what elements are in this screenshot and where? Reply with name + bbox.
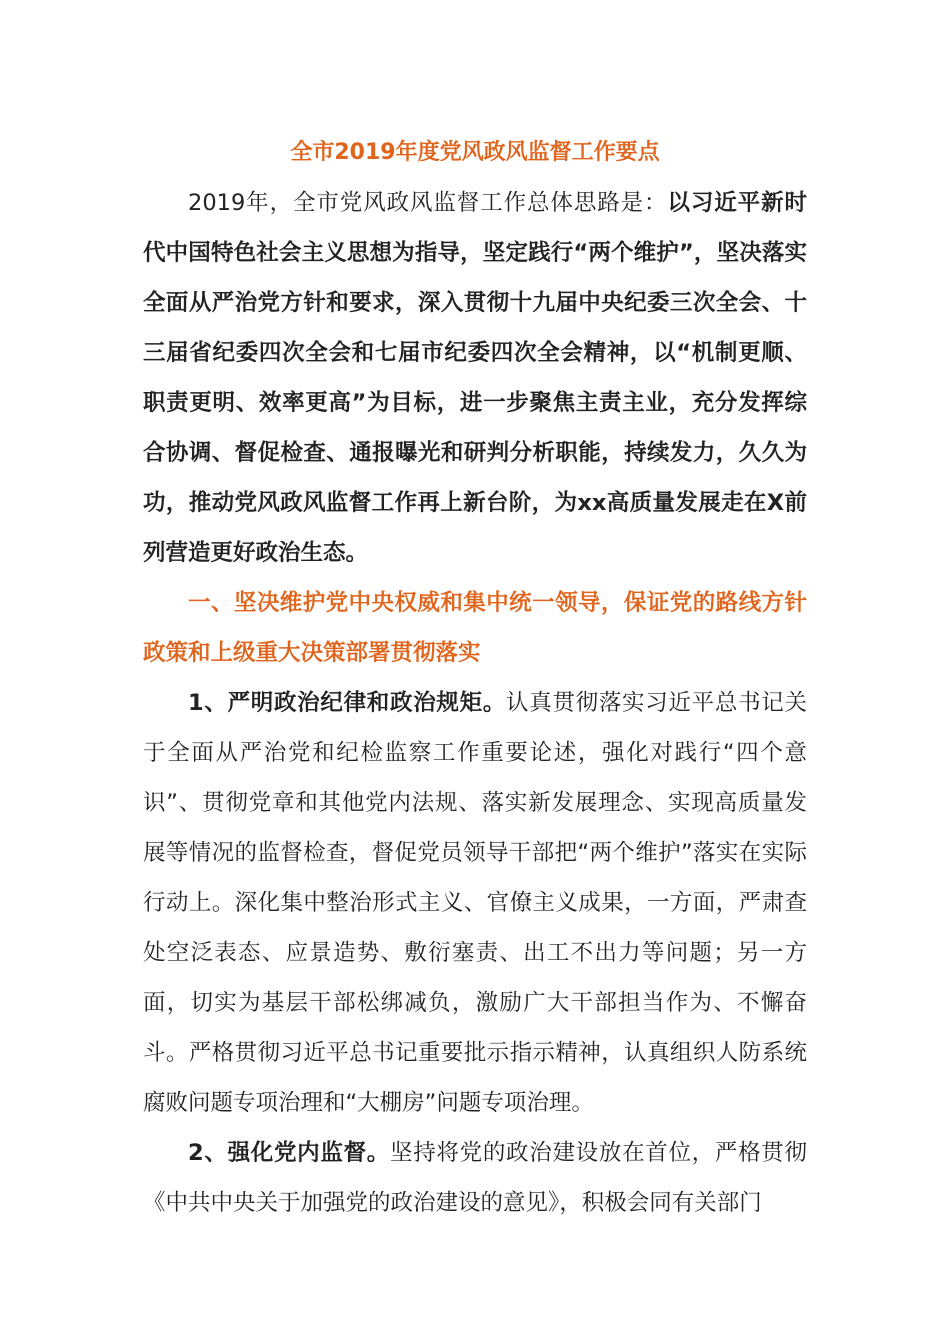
intro-paragraph: [143, 178, 807, 578]
item-lead: 2、强化党内监督。: [188, 1140, 391, 1166]
item-paragraph: [143, 1128, 807, 1228]
item-body: 认真贯彻落实习近平总书记关于全面从严治党和纪检监察工作重要论述，强化对践行“四个意识”、贯彻党章和其他党内法规、落实新发展理念、实现高质量发展等情况的监督检查，督促党员领导干部把“两个维护”落实在实际行动上。深化集中整治形式主义、官僚主义成果，一方面，严肃查处空泛表态、应景造势、敷衍塞责、出工不出力等问题；另一方面，切实为基层干部松绑减负，激励广大干部担当作为、不懈奋斗。严格贯彻习近平总书记重要批示指示精神，认真组织人防系统腐败问题专项治理和“大棚房”问题专项治理。: [143, 690, 807, 1116]
intro-text: 2019年，全市党风政风监督工作总体思路是：: [188, 190, 668, 216]
item-paragraph: [143, 678, 807, 1128]
section-heading: 一、坚决维护党中央权威和集中统一领导，保证党的路线方针政策和上级重大决策部署贯彻落实: [143, 590, 807, 666]
item-lead: 1、严明政治纪律和政治规矩。: [188, 690, 507, 716]
intro-bold-text: 以习近平新时代中国特色社会主义思想为指导，坚定践行“两个维护”，坚决落实全面从严治党方针和要求，深入贯彻十九届中央纪委三次全会、十三届省纪委四次全会和七届市纪委四次全会精神，以“机制更顺、职责更明、效率更高”为目标，进一步聚焦主责主业，充分发挥综合协调、督促检查、通报曝光和研判分析职能，持续发力，久久为功，推动党风政风监督工作再上新台阶，为xx高质量发展走在X前列营造更好政治生态。: [143, 190, 807, 566]
document-page: [143, 128, 807, 1228]
item-body: 坚持将党的政治建设放在首位，严格贯彻《中共中央关于加强党的政治建设的意见》，积极会同有关部门: [143, 1140, 808, 1216]
document-title: 全市2019年度党风政风监督工作要点: [290, 140, 660, 165]
